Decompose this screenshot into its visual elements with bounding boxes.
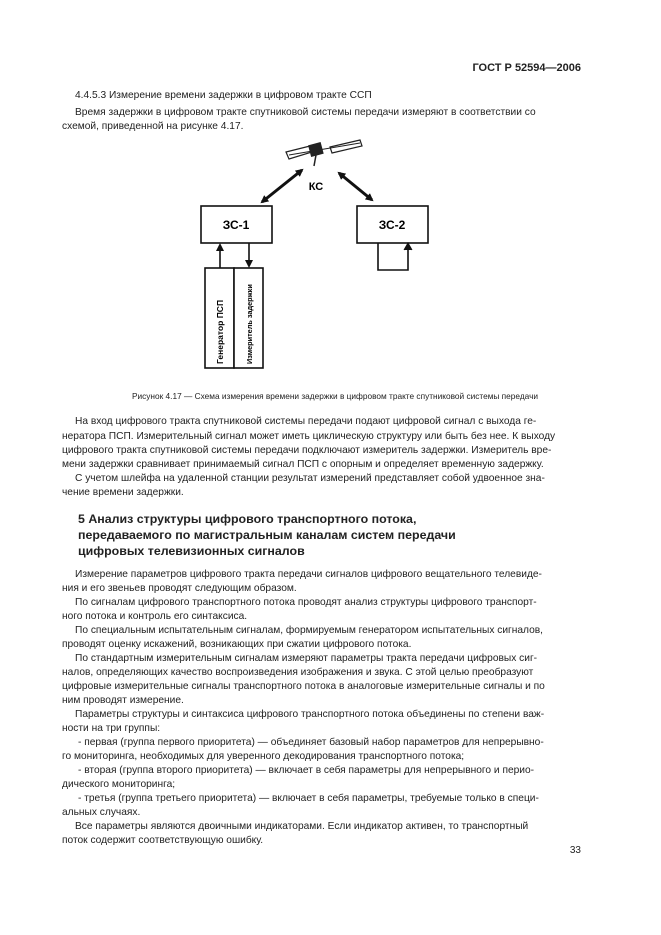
section-5-line: Измерение параметров цифрового тракта передачи сигналов цифрового вещательного телевиде-: [75, 569, 542, 580]
section-5-line: - третья (группа третьего приоритета) — включает в себя параметры, требуемые только в специ-: [78, 793, 539, 804]
section-5-line: ности на три группы:: [62, 723, 161, 734]
section-5-line: проводят оценку искажений, возникающих при сжатии цифрового потока.: [62, 639, 412, 650]
uplink-arrow: [262, 170, 302, 202]
document-header: ГОСТ Р 52594—2006: [472, 62, 581, 74]
section-5-line: цифровые измерительные сигналы транспортного потока в аналоговые измерительные сигналы и по: [62, 681, 545, 692]
body1-line-4: мени задержки сравнивает принимаемый сигнал ПСП с опорным и определяет временную задержку.: [62, 459, 544, 470]
meter-label: Измеритель задержки: [245, 284, 254, 364]
body1-line-2: нератора ПСП. Измерительный сигнал может иметь циклическую структуру или быть без нее. К выходу: [62, 431, 556, 442]
section-5-line: По специальным испытательным сигналам, формируемым генератором испытательных сигналов,: [75, 625, 544, 636]
intro-line-1: Время задержки в цифровом тракте спутниковой системы передачи измеряют в соответствии со: [75, 107, 536, 118]
delay-measurement-diagram: [0, 0, 661, 390]
section-5-line: налов, определяющих качество воспроизведения изображения и звука. С этой целью преобразуют: [62, 667, 534, 678]
section-5-line: поток содержит соответствующую ошибку.: [62, 835, 264, 846]
body1-line-5: С учетом шлейфа на удаленной станции результат измерений представляет собой удвоенное зна-: [75, 473, 545, 484]
page-number: 33: [569, 845, 581, 856]
body1-line-3: цифрового тракта спутниковой системы передачи подключают измеритель задержки. Измеритель вре-: [62, 445, 552, 456]
section-5-line: ним проводят измерение.: [62, 695, 184, 706]
station-2-label: ЗС-2: [378, 218, 406, 232]
satellite-label: КС: [308, 181, 324, 193]
section-5-line: - первая (группа первого приоритета) — объединяет базовый набор параметров для непрерывно-: [78, 737, 544, 748]
section-5-line: дического мониторинга;: [62, 779, 176, 790]
satellite-icon: [286, 140, 362, 166]
section-5-title-line: передаваемого по магистральным каналам систем передачи: [78, 528, 456, 542]
section-5-title-line: цифровых телевизионных сигналов: [78, 544, 305, 558]
body1-line-1: На вход цифрового тракта спутниковой системы передачи подают цифровой сигнал с выхода ге-: [75, 416, 537, 427]
section-5-heading: [78, 511, 558, 559]
section-5-line: Параметры структуры и синтаксиса цифрового транспортного потока объединены по степени важ-: [75, 709, 545, 720]
section-5-line: Все параметры являются двоичными индикаторами. Если индикатор активен, то транспортный: [75, 821, 529, 832]
subsection-title: 4.4.5.3 Измерение времени задержки в цифровом тракте ССП: [75, 90, 372, 101]
generator-label: Генератор ПСП: [215, 299, 225, 364]
section-5-line: альных случаях.: [62, 807, 141, 818]
section-5-line: ного потока и контроль его синтаксиса.: [62, 611, 248, 622]
section-5-line: По сигналам цифрового транспортного потока проводят анализ структуры цифрового транспорт-: [75, 597, 537, 608]
figure-caption: Рисунок 4.17 — Схема измерения времени задержки в цифровом тракте спутниковой системы передачи: [131, 391, 539, 401]
section-5-line: ния и его звеньев проводят следующим образом.: [62, 583, 297, 594]
section-5-line: го мониторинга, необходимых для уверенного декодирования транспортного потока;: [62, 751, 465, 762]
body1-line-6: чение времени задержки.: [62, 487, 184, 498]
intro-line-2: схемой, приведенной на рисунке 4.17.: [62, 121, 244, 132]
section-5-line: - вторая (группа второго приоритета) — включает в себя параметры для непрерывного и перио-: [78, 765, 535, 776]
loopback-path: [378, 243, 408, 270]
section-5-title-line: 5 Анализ структуры цифрового транспортного потока,: [78, 512, 417, 526]
station-1-label: ЗС-1: [222, 218, 250, 232]
downlink-arrow: [339, 173, 372, 200]
section-5-line: По стандартным измерительным сигналам измеряют параметры тракта передачи цифровых сиг-: [75, 653, 538, 664]
